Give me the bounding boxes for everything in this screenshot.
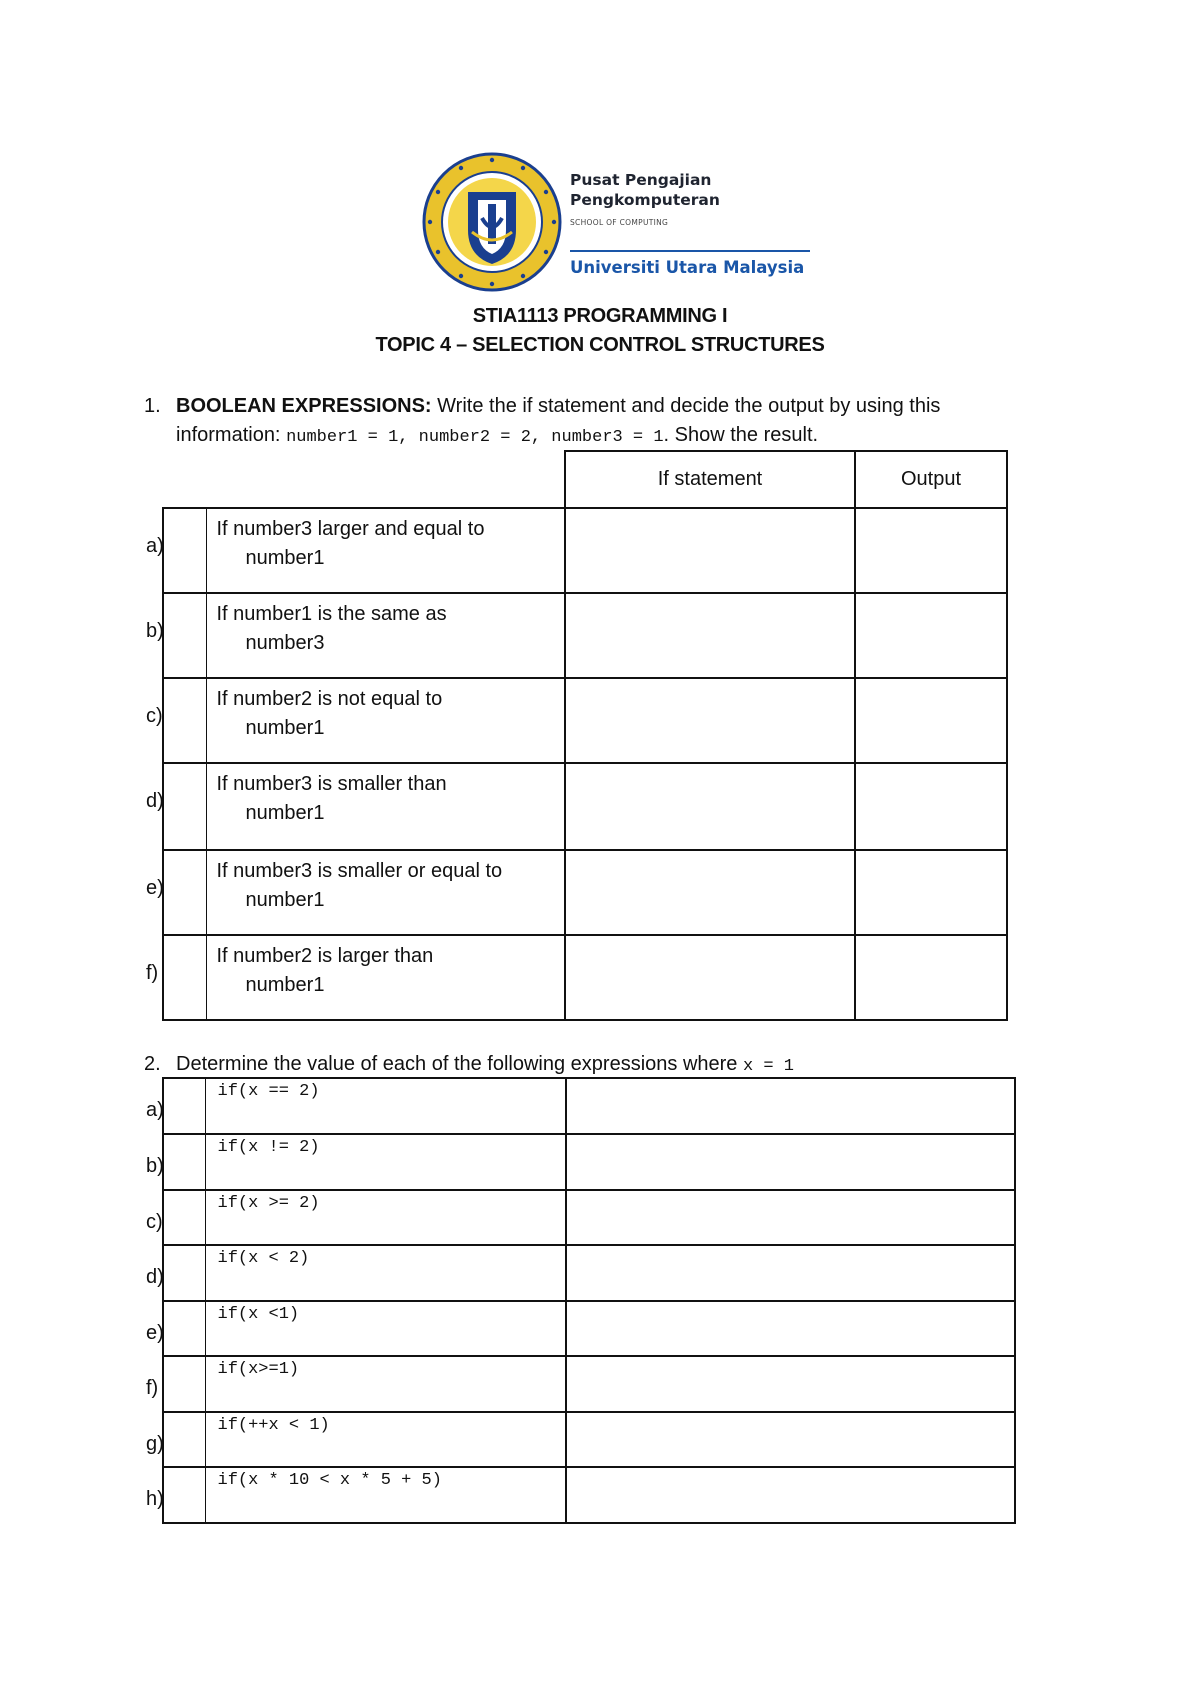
answer-cell[interactable] <box>566 1245 1015 1301</box>
row-label-cell <box>146 1412 205 1467</box>
logo-school-english: SCHOOL OF COMPUTING <box>570 218 669 227</box>
table-row <box>163 1190 1015 1245</box>
school-logo <box>422 152 805 300</box>
if-statement-answer-cell[interactable] <box>565 763 855 850</box>
question-1-instruction: Write the if statement and decide the output by using this <box>431 395 941 417</box>
description-line1: If number3 is smaller or equal to <box>216 860 503 882</box>
table-row <box>163 763 1007 850</box>
output-answer-cell[interactable] <box>855 678 1007 763</box>
description-line2: number1 <box>245 889 325 911</box>
table-row <box>163 1356 1015 1412</box>
output-answer-cell[interactable] <box>855 850 1007 935</box>
description-line2: number1 <box>245 802 325 824</box>
question-1-info-prefix: information: <box>176 424 287 446</box>
university-seal-icon <box>422 152 562 292</box>
expression-cell: if(x >= 2) <box>205 1190 566 1245</box>
answer-cell[interactable] <box>566 1412 1015 1467</box>
table-row <box>163 1301 1015 1356</box>
row-label-cell <box>146 763 206 850</box>
description-line1: If number1 is the same as <box>216 603 447 625</box>
logo-school-name-line2: Pengkomputeran <box>570 191 720 209</box>
logo-school-name-line1: Pusat Pengajian <box>570 171 712 189</box>
expression-cell: if(x != 2) <box>205 1134 566 1190</box>
row-label: b) <box>146 1155 164 1177</box>
row-label: e) <box>146 877 164 899</box>
question-2-text: Determine the value of each of the following expressions where <box>176 1053 743 1075</box>
logo-university-name: Universiti Utara Malaysia <box>570 258 805 277</box>
question-1-table <box>146 450 1008 1021</box>
description-line1: If number3 larger and equal to <box>216 518 485 540</box>
output-answer-cell[interactable] <box>855 508 1007 593</box>
if-statement-answer-cell[interactable] <box>565 593 855 678</box>
row-label: a) <box>146 1099 164 1121</box>
description-line1: If number3 is smaller than <box>216 773 447 795</box>
description-line2: number1 <box>245 974 325 996</box>
if-statement-answer-cell[interactable] <box>565 935 855 1020</box>
row-label: d) <box>146 790 164 812</box>
description-line2: number1 <box>245 547 325 569</box>
answer-cell[interactable] <box>566 1134 1015 1190</box>
expression-cell: if(x * 10 < x * 5 + 5) <box>205 1467 566 1523</box>
row-label: e) <box>146 1322 164 1344</box>
answer-cell[interactable] <box>566 1078 1015 1134</box>
table-row <box>163 1078 1015 1134</box>
row-label-cell <box>146 850 206 935</box>
row-label: h) <box>146 1488 164 1510</box>
expression-cell: if(x == 2) <box>205 1078 566 1134</box>
row-label: a) <box>146 535 164 557</box>
row-label-cell <box>146 593 206 678</box>
expression-cell: if(++x < 1) <box>205 1412 566 1467</box>
table-row <box>163 1134 1015 1190</box>
row-label-cell <box>146 1467 205 1523</box>
table-header-row <box>163 451 1007 508</box>
row-label-cell <box>146 1301 205 1356</box>
question-1-heading: BOOLEAN EXPRESSIONS: <box>176 395 432 417</box>
question-number: 2. <box>144 1053 161 1075</box>
row-description <box>206 935 565 1020</box>
table-row <box>163 678 1007 763</box>
if-statement-answer-cell[interactable] <box>565 508 855 593</box>
question-2-table <box>146 1077 1016 1524</box>
row-description <box>206 508 565 593</box>
row-label-cell <box>146 508 206 593</box>
description-line2: number1 <box>245 717 325 739</box>
column-header-if-statement: If statement <box>565 451 855 508</box>
row-label: d) <box>146 1266 164 1288</box>
table-row <box>163 935 1007 1020</box>
output-answer-cell[interactable] <box>855 935 1007 1020</box>
if-statement-answer-cell[interactable] <box>565 850 855 935</box>
question-1-prompt <box>144 392 1014 452</box>
expression-cell: if(x < 2) <box>205 1245 566 1301</box>
row-description <box>206 678 565 763</box>
answer-cell[interactable] <box>566 1356 1015 1412</box>
answer-cell[interactable] <box>566 1190 1015 1245</box>
row-label: c) <box>146 705 163 727</box>
course-title: STIA1113 PROGRAMMING I <box>472 305 728 327</box>
question-2-code: x = 1 <box>742 1057 794 1076</box>
table-row <box>163 850 1007 935</box>
answer-cell[interactable] <box>566 1301 1015 1356</box>
description-line2: number3 <box>245 632 325 654</box>
expression-cell: if(x>=1) <box>205 1356 566 1412</box>
table-row <box>163 508 1007 593</box>
row-label-cell <box>146 678 206 763</box>
table-row <box>163 593 1007 678</box>
description-line1: If number2 is larger than <box>216 945 434 967</box>
column-header-output: Output <box>855 451 1007 508</box>
table-row <box>163 1412 1015 1467</box>
row-description <box>206 763 565 850</box>
row-description <box>206 850 565 935</box>
table-row <box>163 1245 1015 1301</box>
row-label-cell <box>146 1356 205 1412</box>
row-label: b) <box>146 620 164 642</box>
table-row <box>163 1467 1015 1523</box>
logo-text <box>570 170 810 227</box>
description-line1: If number2 is not equal to <box>216 688 443 710</box>
logo-divider <box>570 250 810 252</box>
if-statement-answer-cell[interactable] <box>565 678 855 763</box>
expression-cell: if(x <1) <box>205 1301 566 1356</box>
row-label-cell <box>146 935 206 1020</box>
question-1-info-code: number1 = 1, number2 = 2, number3 = 1 <box>286 428 664 447</box>
output-answer-cell[interactable] <box>855 763 1007 850</box>
answer-cell[interactable] <box>566 1467 1015 1523</box>
row-label-cell <box>146 1134 205 1190</box>
question-number: 1. <box>144 395 161 417</box>
row-label-cell <box>146 1190 205 1245</box>
question-1-info-suffix: . Show the result. <box>663 424 819 446</box>
row-label: f) <box>146 1377 159 1399</box>
row-description <box>206 593 565 678</box>
row-label-cell <box>146 1078 205 1134</box>
header-blank-cell <box>163 451 565 508</box>
row-label-cell <box>146 1245 205 1301</box>
row-label: c) <box>146 1211 163 1233</box>
output-answer-cell[interactable] <box>855 593 1007 678</box>
row-label: f) <box>146 962 159 984</box>
row-label: g) <box>146 1433 164 1455</box>
topic-title: TOPIC 4 – SELECTION CONTROL STRUCTURES <box>375 334 825 356</box>
